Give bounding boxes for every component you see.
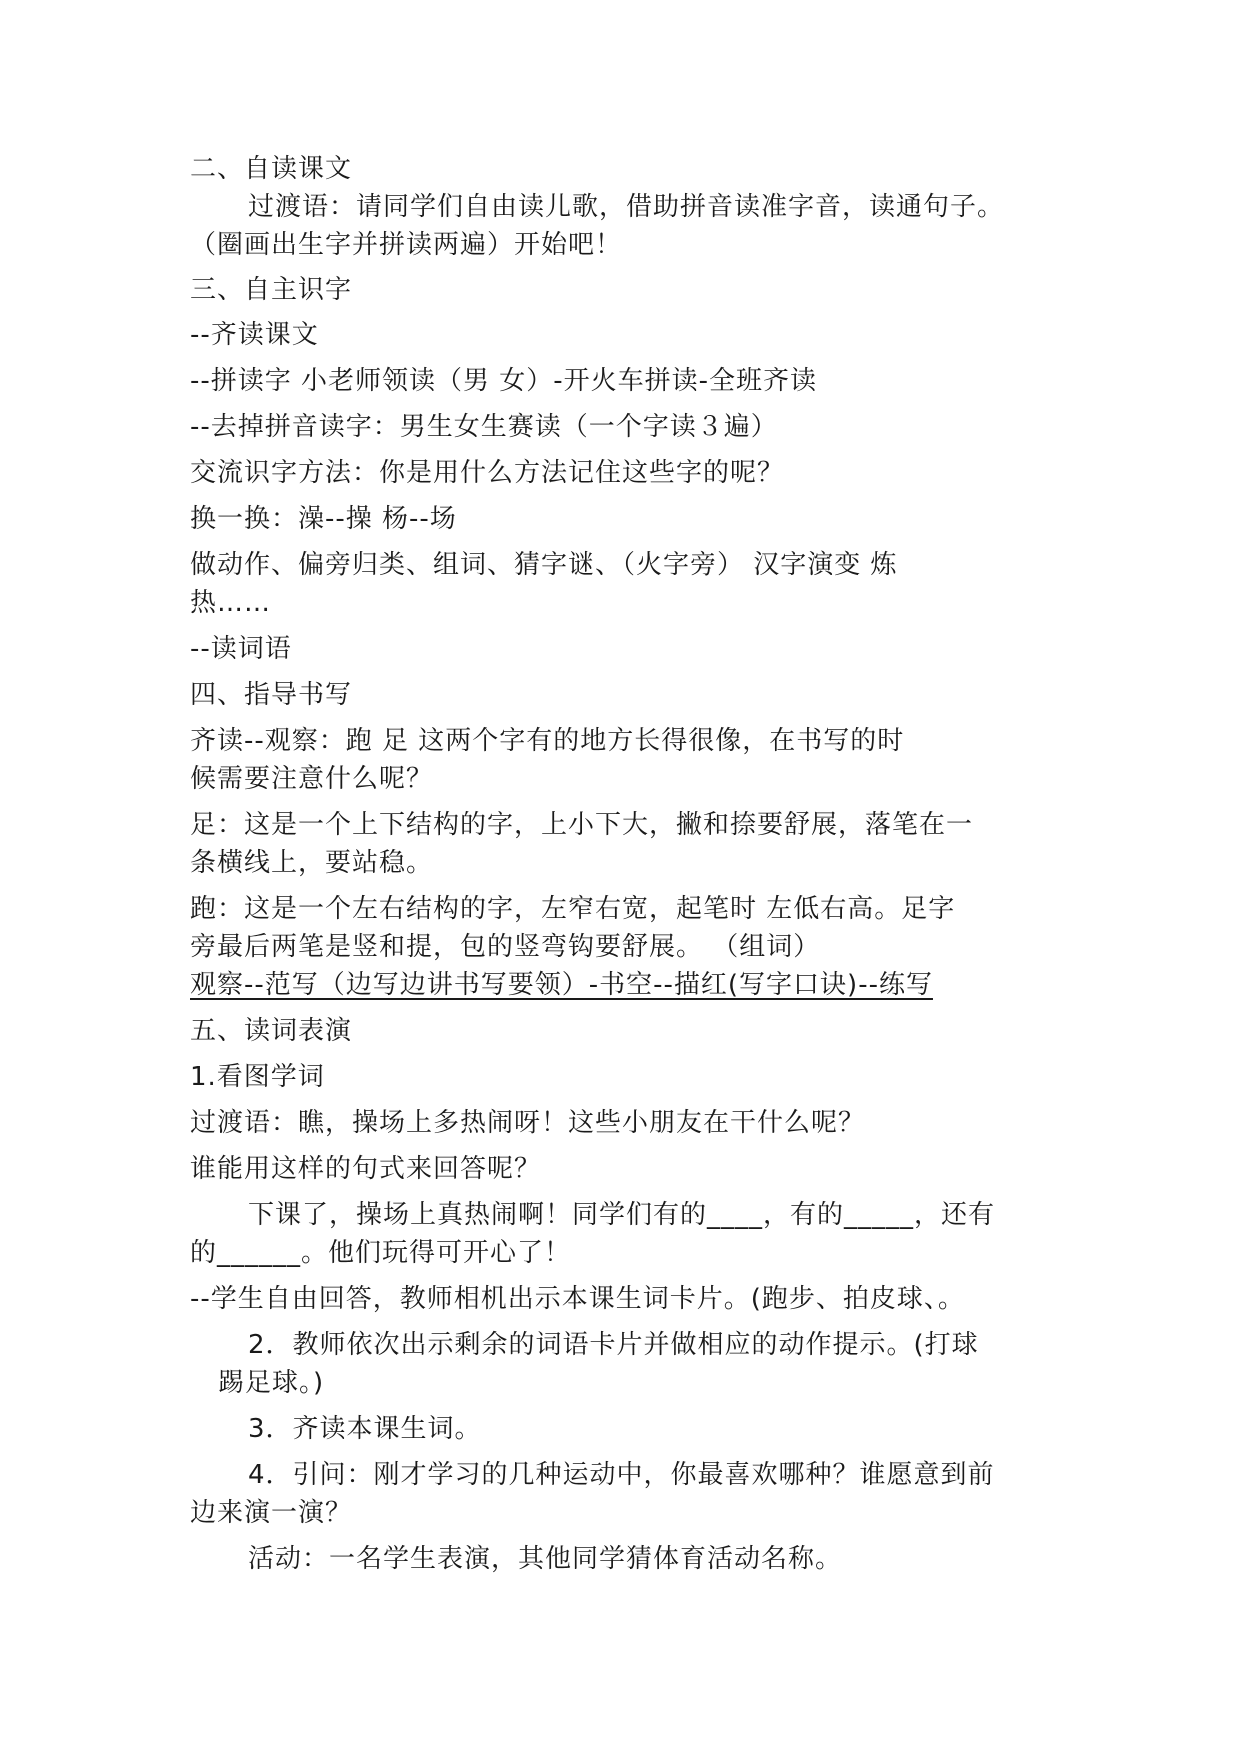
section-heading-5: 五、读词表演 [190, 1016, 353, 1046]
paragraph-line: --去掉拼音读字：男生女生赛读（一个字读３遍） [190, 412, 778, 442]
paragraph-line: （圈画出生字并拼读两遍）开始吧！ [190, 230, 623, 260]
paragraph-line: 4．引问：刚才学习的几种运动中，你最喜欢哪种？谁愿意到前 [248, 1460, 995, 1490]
paragraph-line: --读词语 [190, 634, 292, 664]
paragraph-line: 旁最后两笔是竖和提，包的竖弯钩要舒展。 （组词） [190, 932, 821, 962]
paragraph-line: 踢足球。) [218, 1368, 325, 1398]
section-heading-3: 三、自主识字 [190, 275, 353, 305]
paragraph-line: 下课了，操场上真热闹啊！同学们有的____，有的_____，还有 [248, 1200, 996, 1230]
paragraph-line: 热…… [190, 588, 272, 618]
section-heading-4: 四、指导书写 [190, 680, 353, 710]
paragraph-line: 边来演一演？ [190, 1498, 353, 1528]
paragraph-line: 做动作、偏旁归类、组词、猜字谜、（火字旁） 汉字演变 炼 [190, 550, 898, 580]
section-heading-2: 二、自读课文 [190, 154, 353, 184]
paragraph-line: 的______。他们玩得可开心了！ [190, 1238, 572, 1268]
paragraph-line: 2．教师依次出示剩余的词语卡片并做相应的动作提示。(打球 [248, 1330, 979, 1360]
paragraph-line: 谁能用这样的句式来回答呢？ [190, 1154, 542, 1184]
paragraph-line: 1.看图学词 [190, 1062, 325, 1092]
paragraph-line: 跑：这是一个左右结构的字，左窄右宽，起笔时 左低右高。足字 [190, 894, 956, 924]
paragraph-line: 交流识字方法：你是用什么方法记住这些字的呢？ [190, 458, 785, 488]
paragraph-line: --齐读课文 [190, 320, 319, 350]
paragraph-line: 活动：一名学生表演，其他同学猜体育活动名称。 [248, 1544, 843, 1574]
paragraph-line: 3．齐读本课生词。 [248, 1414, 482, 1444]
paragraph-line: 足：这是一个上下结构的字，上小下大，撇和捺要舒展，落笔在一 [190, 810, 974, 840]
paragraph-line: --学生自由回答，教师相机出示本课生词卡片。(跑步、拍皮球、。 [190, 1284, 965, 1314]
paragraph-line: 过渡语：瞧，操场上多热闹呀！这些小朋友在干什么呢？ [190, 1108, 866, 1138]
paragraph-line: 条横线上，要站稳。 [190, 848, 434, 878]
paragraph-line: 过渡语：请同学们自由读儿歌，借助拼音读准字音，读通句子。 [248, 192, 1005, 222]
paragraph-line: 换一换：澡--操 杨--场 [190, 504, 457, 534]
paragraph-line: 候需要注意什么呢？ [190, 764, 434, 794]
paragraph-line: --拼读字 小老师领读（男 女）-开火车拼读-全班齐读 [190, 366, 818, 396]
paragraph-line: 齐读--观察：跑 足 这两个字有的地方长得很像，在书写的时 [190, 726, 905, 756]
underlined-steps-line: 观察--范写（边写边讲书写要领）-书空--描红(写字口诀)--练写 [190, 970, 933, 1000]
